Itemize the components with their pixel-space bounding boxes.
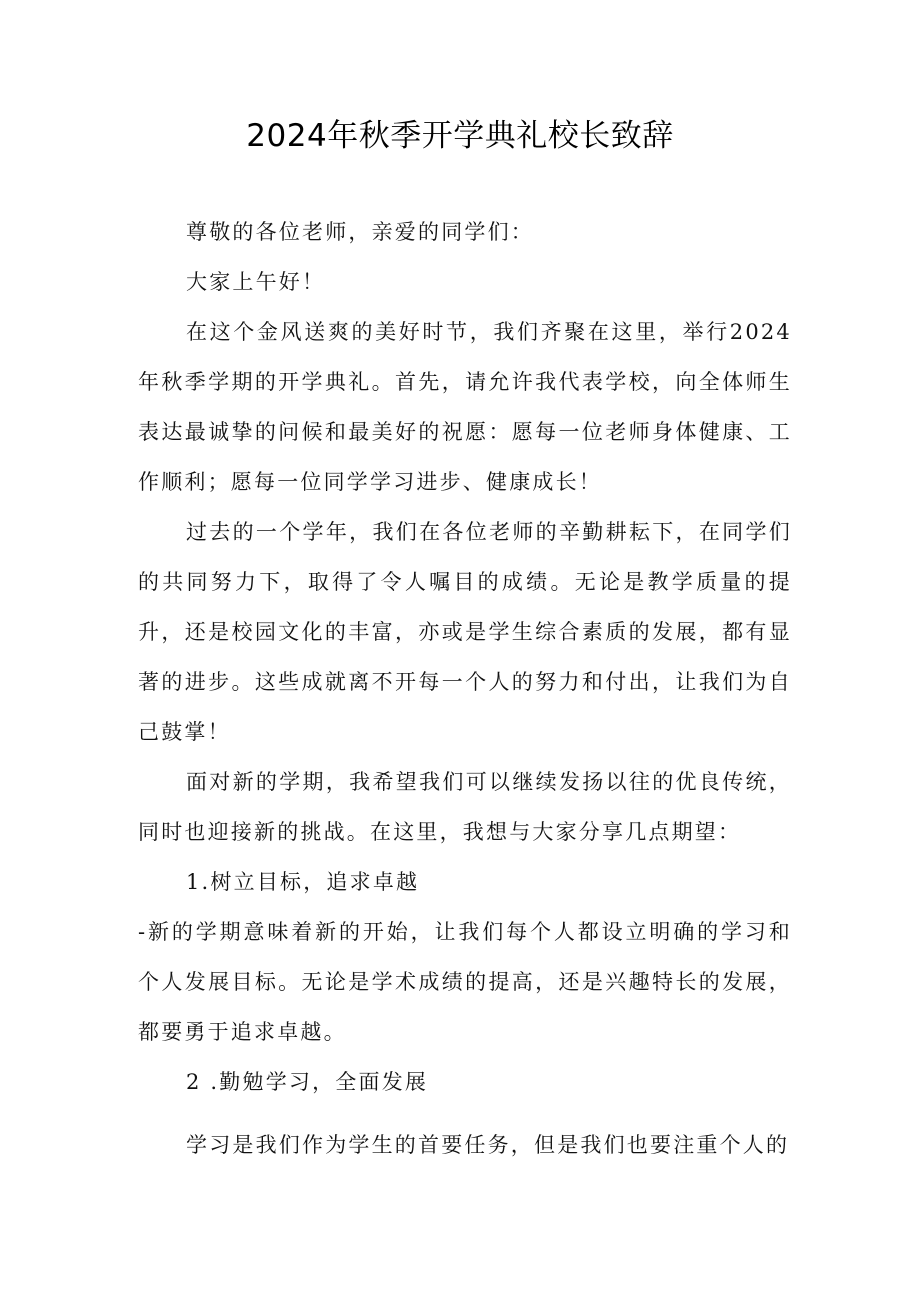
- paragraph-study: 学习是我们作为学生的首要任务，但是我们也要注重个人的: [186, 1133, 790, 1157]
- heading-goal: 1.树立目标，追求卓越: [186, 870, 420, 894]
- greeting: 大家上午好！: [186, 270, 326, 294]
- paragraph-opening: 在这个金风送爽的美好时节，我们齐聚在这里，举行2024年秋季学期的开学典礼。首先，请允许我代表学校，向全体师生表达最诚挚的问候和最美好的祝愿：愿每一位老师身体健康、工作顺利；愿每一位同学学习进步、健康成长！: [138, 320, 792, 494]
- heading-study: 2 .勤勉学习，全面发展: [186, 1070, 429, 1094]
- document-title: 2024年秋季开学典礼校长致辞: [246, 118, 674, 154]
- paragraph-past-year: 过去的一个学年，我们在各位老师的辛勤耕耘下，在同学们的共同努力下，取得了令人嘱目的成绩。无论是教学质量的提升，还是校园文化的丰富，亦或是学生综合素质的发展，都有显著的进步。这些成就离不开每一个人的努力和付出，让我们为自己鼓掌！: [138, 520, 792, 744]
- salutation: 尊敬的各位老师，亲爱的同学们：: [186, 220, 534, 244]
- paragraph-new-semester: 面对新的学期，我希望我们可以继续发扬以往的优良传统，同时也迎接新的挑战。在这里，我想与大家分享几点期望：: [138, 770, 792, 844]
- paragraph-goal: -新的学期意味着新的开始，让我们每个人都设立明确的学习和个人发展目标。无论是学术成绩的提高，还是兴趣特长的发展，都要勇于追求卓越。: [138, 920, 792, 1044]
